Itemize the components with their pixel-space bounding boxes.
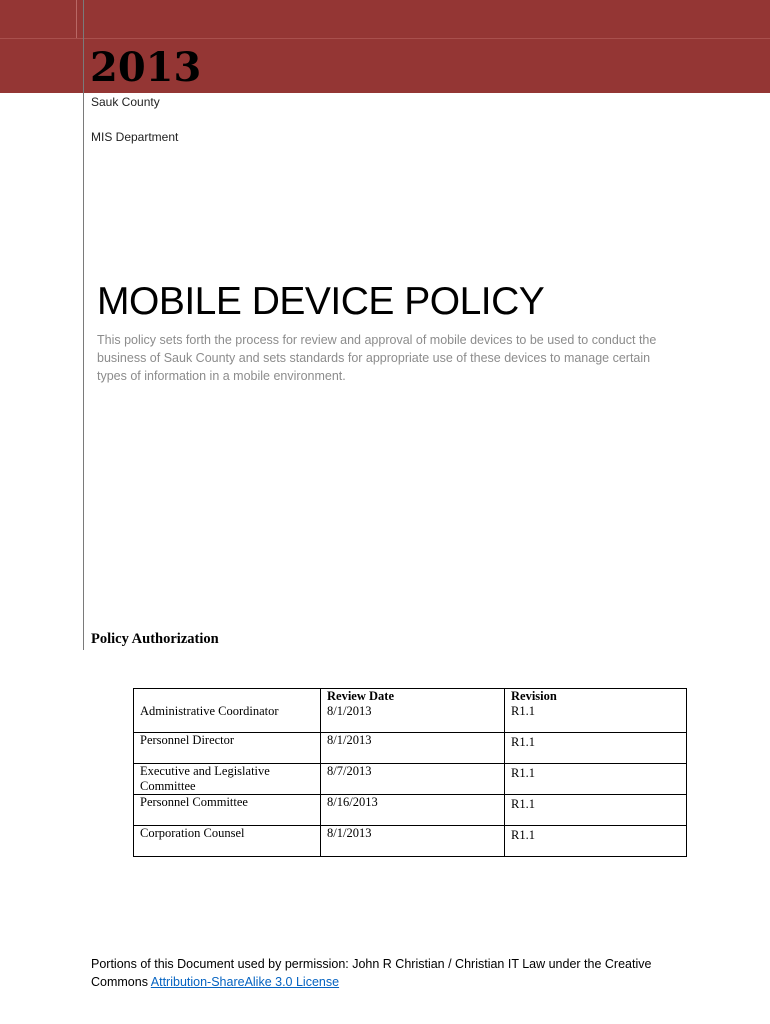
review-date-cell: 8/1/2013 <box>321 826 505 857</box>
table-row <box>134 826 687 857</box>
document-abstract: This policy sets forth the process for review and approval of mobile devices to be used to conduct the business of Sauk County and sets standards for appropriate use of these devices to manage certain types of information in a mobile environment. <box>97 333 657 383</box>
authorization-heading: Policy Authorization <box>91 631 219 647</box>
revision-cell: R1.1 <box>505 764 687 795</box>
footer-attribution <box>91 955 691 991</box>
role-cell: Executive and Legislative Committee <box>134 764 321 795</box>
table-row <box>134 764 687 795</box>
column-header-role <box>134 689 321 705</box>
review-date-cell: 8/1/2013 <box>321 733 505 764</box>
license-link[interactable]: Attribution-ShareAlike 3.0 License <box>150 975 340 989</box>
authorization-table <box>133 688 687 857</box>
revision-cell: R1.1 <box>505 704 687 733</box>
table-header-row <box>134 689 687 705</box>
margin-rule <box>83 0 84 650</box>
column-header-review-date: Review Date <box>321 689 505 705</box>
revision-cell: R1.1 <box>505 733 687 764</box>
document-title: MOBILE DEVICE POLICY <box>97 280 545 323</box>
banner-divider <box>0 38 770 39</box>
role-cell: Personnel Committee <box>134 795 321 826</box>
review-date-cell: 8/7/2013 <box>321 764 505 795</box>
role-cell: Personnel Director <box>134 733 321 764</box>
role-cell: Corporation Counsel <box>134 826 321 857</box>
role-cell: Administrative Coordinator <box>134 704 321 733</box>
department-name: MIS Department <box>91 130 179 144</box>
review-date-cell: 8/16/2013 <box>321 795 505 826</box>
year-heading: 2013 <box>90 44 202 91</box>
column-header-revision: Revision <box>505 689 687 705</box>
table-row <box>134 795 687 826</box>
table-row <box>134 733 687 764</box>
table-row <box>134 704 687 733</box>
footer-text-continued: Commons <box>91 975 148 989</box>
revision-cell: R1.1 <box>505 826 687 857</box>
org-name: Sauk County <box>91 95 160 109</box>
banner-tick <box>76 0 77 38</box>
revision-cell: R1.1 <box>505 795 687 826</box>
footer-text: Portions of this Document used by permission: John R Christian / Christian IT Law under the Creative <box>91 957 652 971</box>
review-date-cell: 8/1/2013 <box>321 704 505 733</box>
